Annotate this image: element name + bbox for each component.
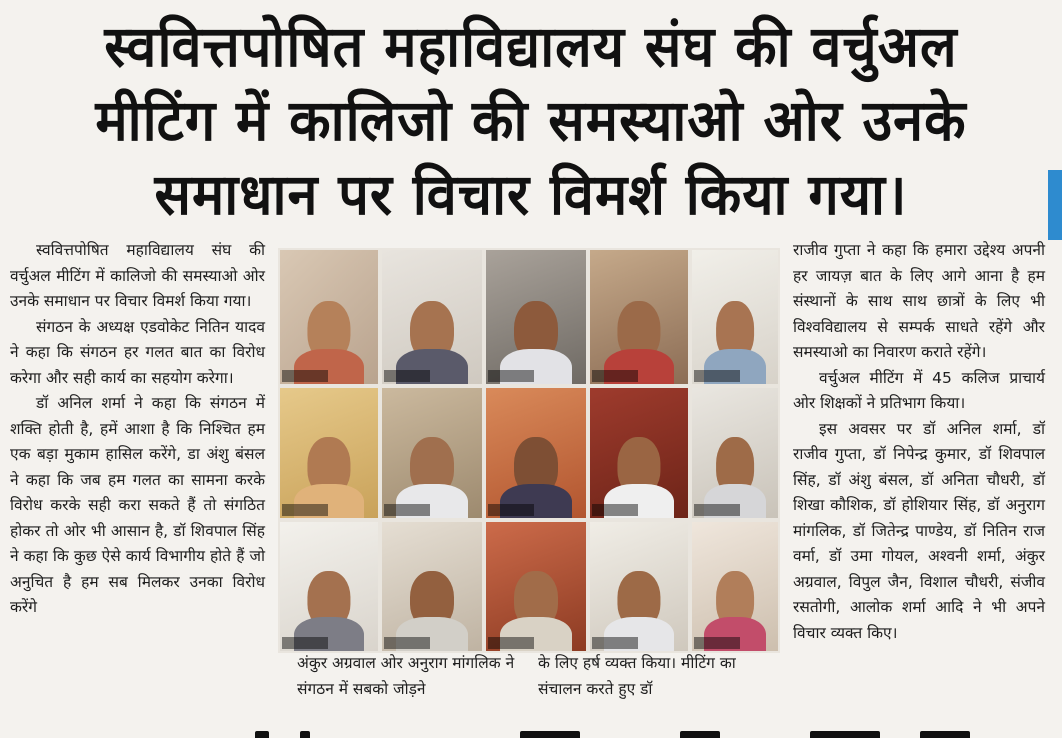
participant-tile — [486, 388, 586, 518]
participant-tile — [280, 522, 378, 651]
photo-caption-right: के लिए हर्ष व्यक्त किया। मीटिंग का संचालन करते हुए डॉ — [538, 654, 736, 698]
participant-tile — [382, 388, 482, 518]
participant-tile — [280, 250, 378, 384]
participant-tile — [590, 388, 688, 518]
right-column — [793, 238, 1045, 646]
accent-strip — [1048, 170, 1062, 240]
left-column — [10, 238, 265, 621]
meeting-photo-collage — [278, 248, 780, 653]
headline-line-2: मीटिंग में कालिजो की समस्याओ ओर उनके — [95, 87, 967, 154]
next-headline-fragment — [0, 727, 1062, 738]
headline-line-1: स्ववित्तपोषित महाविद्यालय संघ की वर्चुअल — [104, 13, 958, 80]
right-paragraph-2: वर्चुअल मीटिंग में 45 कलिज प्राचार्य ओर शिक्षकों ने प्रतिभाग किया। — [793, 368, 1045, 412]
left-paragraph-3: डॉ अनिल शर्मा ने कहा कि संगठन में शक्ति होती है, हमें आशा है कि निश्चित हम एक बड़ा मुकाम हासिल करेंगे, डा अंशु बंसल ने कहा कि जब हम गलत का सामना करके विरोध करके सही करा सकते हैं तो संगठित होकर तो ओर भी आसान है, डॉ शिवपाल सिंह ने कहा कि कुछ ऐसे कार्य विभागीय होते हैं जो अनुचित है हम सब मिलकर उनका विरोध करेंगे — [10, 394, 265, 616]
participant-tile — [590, 522, 688, 651]
participant-tile — [382, 250, 482, 384]
left-paragraph-1: स्ववित्तपोषित महाविद्यालय संघ की वर्चुअल मीटिंग में कालिजो की समस्याओ ओर उनके समाधान पर विचार विमर्श किया गया। — [10, 241, 265, 310]
right-paragraph-3: इस अवसर पर डॉ अनिल शर्मा, डॉ राजीव गुप्ता, डॉ निपेन्द्र कुमार, डॉ शिवपाल सिंह, डॉ अंशु बंसल, डॉ अनिता चौधरी, डॉ शिखा कौशिक, डॉ होशियार सिंह, डॉ अनुराग मांगलिक, डॉ जितेन्द्र पाण्डेय, डॉ नितिन राज वर्मा, डॉ उमा गोयल, अश्वनी शर्मा, अंकुर अग्रवाल, विपुल जैन, विशाल चौधरी, संजीव रसतोगी, आलोक शर्मा आदि ने भी अपने विचार व्यक्त किए। — [793, 419, 1045, 642]
left-paragraph-2: संगठन के अध्यक्ष एडवोकेट नितिन यादव ने कहा कि संगठन हर गलत बात का विरोध करेगा और सही कार्य का सहयोग करेगा। — [10, 317, 265, 387]
photo-caption-left: अंकुर अग्रवाल ओर अनुराग मांगलिक ने संगठन में सबको जोड़ने — [297, 654, 515, 698]
right-paragraph-1: राजीव गुप्ता ने कहा कि हमारा उद्देश्य अपनी हर जायज़ बात के लिए आगे आना है हम संस्थानों के साथ साथ छात्रों के लिए भी विश्वविद्यालय से सम्पर्क साधते रहेंगे और समस्याओ का निवारण कराते रहेंगे। — [793, 241, 1045, 361]
headline — [0, 0, 1062, 240]
participant-tile — [692, 250, 778, 384]
participant-tile — [692, 522, 778, 651]
participant-tile — [692, 388, 778, 518]
participant-tile — [486, 522, 586, 651]
participant-tile — [280, 388, 378, 518]
headline-line-3: समाधान पर विचार विमर्श किया गया। — [154, 161, 908, 228]
participant-tile — [382, 522, 482, 651]
participant-tile — [486, 250, 586, 384]
participant-tile — [590, 250, 688, 384]
